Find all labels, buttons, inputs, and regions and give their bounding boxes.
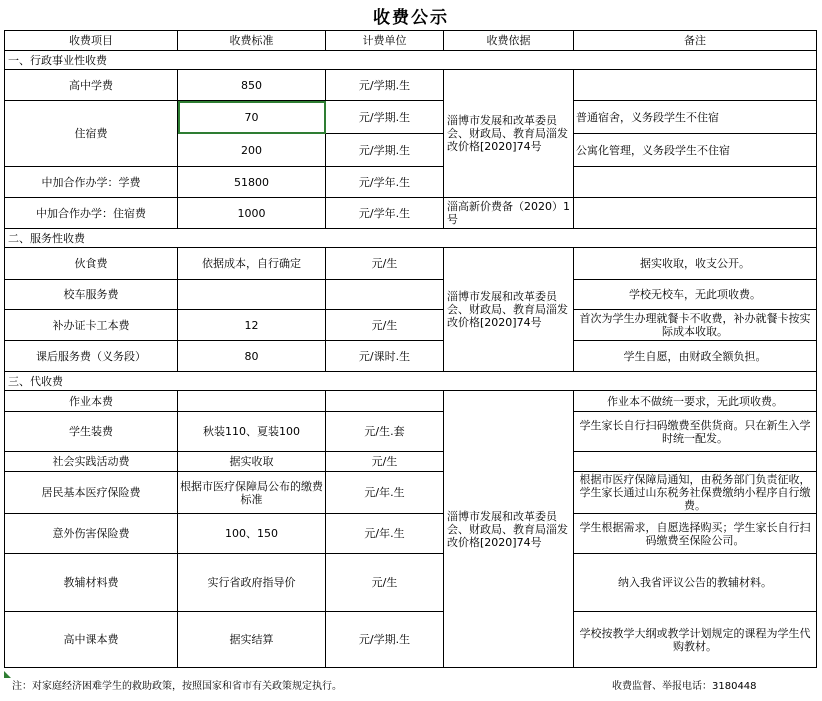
unit-cell[interactable]: 元/学期.生 xyxy=(326,134,444,167)
standard-cell[interactable]: 1000 xyxy=(178,198,326,229)
item-cell[interactable]: 校车服务费 xyxy=(5,280,178,310)
section-agency[interactable]: 三、代收费 xyxy=(5,372,817,391)
item-cell[interactable]: 中加合作办学：学费 xyxy=(5,167,178,198)
item-cell[interactable]: 学生装费 xyxy=(5,412,178,452)
unit-cell[interactable]: 元/课时.生 xyxy=(326,341,444,372)
table-row xyxy=(5,412,817,452)
table-row xyxy=(5,452,817,472)
unit-cell[interactable]: 元/学期.生 xyxy=(326,612,444,668)
section-row xyxy=(5,51,817,70)
table-row xyxy=(5,341,817,372)
unit-cell[interactable]: 元/学年.生 xyxy=(326,167,444,198)
header-standard[interactable]: 收费标准 xyxy=(178,31,326,51)
standard-cell[interactable]: 80 xyxy=(178,341,326,372)
remark-cell[interactable]: 纳入我省评议公告的教辅材料。 xyxy=(574,554,817,612)
section-row xyxy=(5,372,817,391)
remark-cell[interactable] xyxy=(574,452,817,472)
item-cell[interactable]: 高中课本费 xyxy=(5,612,178,668)
item-cell[interactable]: 高中学费 xyxy=(5,70,178,101)
remark-cell[interactable]: 学校无校车，无此项收费。 xyxy=(574,280,817,310)
table-row xyxy=(5,391,817,412)
unit-cell[interactable]: 元/学年.生 xyxy=(326,198,444,229)
header-item[interactable]: 收费项目 xyxy=(5,31,178,51)
table-row xyxy=(5,198,817,229)
header-remarks[interactable]: 备注 xyxy=(574,31,817,51)
remark-cell[interactable]: 首次为学生办理就餐卡不收费，补办就餐卡按实际成本收取。 xyxy=(574,310,817,341)
unit-cell[interactable]: 元/生 xyxy=(326,248,444,280)
remark-cell[interactable]: 学生家长自行扫码缴费至供货商。只在新生入学时统一配发。 xyxy=(574,412,817,452)
item-cell[interactable]: 居民基本医疗保险费 xyxy=(5,472,178,514)
table-row xyxy=(5,70,817,101)
standard-cell[interactable]: 据实结算 xyxy=(178,612,326,668)
table-row xyxy=(5,280,817,310)
table-row xyxy=(5,554,817,612)
remark-cell[interactable]: 学校按教学大纲或教学计划规定的课程为学生代购教材。 xyxy=(574,612,817,668)
unit-cell[interactable] xyxy=(326,391,444,412)
table-row xyxy=(5,101,817,134)
footer-hotline: 收费监督、举报电话：3180448 xyxy=(612,681,757,692)
remark-cell[interactable]: 据实收取，收支公开。 xyxy=(574,248,817,280)
remark-cell[interactable]: 公寓化管理，义务段学生不住宿 xyxy=(574,134,817,167)
remark-cell[interactable]: 学生根据需求，自愿选择购买；学生家长自行扫码缴费至保险公司。 xyxy=(574,514,817,554)
unit-cell[interactable]: 元/生 xyxy=(326,452,444,472)
unit-cell[interactable]: 元/生 xyxy=(326,554,444,612)
table-row xyxy=(5,167,817,198)
item-cell[interactable]: 教辅材料费 xyxy=(5,554,178,612)
unit-cell[interactable]: 元/学期.生 xyxy=(326,70,444,101)
standard-cell[interactable]: 据实收取 xyxy=(178,452,326,472)
item-cell[interactable]: 意外伤害保险费 xyxy=(5,514,178,554)
remark-cell[interactable]: 学生自愿，由财政全额负担。 xyxy=(574,341,817,372)
unit-cell[interactable]: 元/年.生 xyxy=(326,472,444,514)
cell-corner-marker xyxy=(4,671,11,678)
page-title: 收费公示 xyxy=(373,8,449,28)
table-row xyxy=(5,248,817,280)
standard-cell[interactable]: 秋装110、夏装100 xyxy=(178,412,326,452)
unit-cell[interactable]: 元/年.生 xyxy=(326,514,444,554)
table-row xyxy=(5,514,817,554)
header-basis[interactable]: 收费依据 xyxy=(444,31,574,51)
standard-cell-selected[interactable]: 70 xyxy=(178,101,326,134)
unit-cell[interactable]: 元/生 xyxy=(326,310,444,341)
section-service[interactable]: 二、服务性收费 xyxy=(5,229,817,248)
standard-cell[interactable]: 200 xyxy=(178,134,326,167)
standard-cell[interactable]: 依据成本，自行确定 xyxy=(178,248,326,280)
item-cell[interactable]: 课后服务费（义务段） xyxy=(5,341,178,372)
standard-cell[interactable]: 根据市医疗保障局公布的缴费标准 xyxy=(178,472,326,514)
item-cell[interactable]: 伙食费 xyxy=(5,248,178,280)
standard-cell[interactable]: 实行省政府指导价 xyxy=(178,554,326,612)
remark-cell[interactable]: 根据市医疗保障局通知，由税务部门负责征收，学生家长通过山东税务社保费缴纳小程序自行缴费。 xyxy=(574,472,817,514)
unit-cell[interactable] xyxy=(326,280,444,310)
standard-cell[interactable]: 51800 xyxy=(178,167,326,198)
remark-cell[interactable]: 普通宿舍，义务段学生不住宿 xyxy=(574,101,817,134)
footer-note: 注：对家庭经济困难学生的救助政策，按照国家和省市有关政策规定执行。 xyxy=(12,681,342,692)
header-row xyxy=(5,31,817,51)
fee-table xyxy=(4,30,817,668)
standard-cell[interactable] xyxy=(178,280,326,310)
remark-cell[interactable] xyxy=(574,70,817,101)
standard-cell[interactable]: 100、150 xyxy=(178,514,326,554)
basis-cell[interactable]: 淄博市发展和改革委员会、财政局、教育局淄发改价格[2020]74号 xyxy=(444,391,574,668)
item-cell[interactable]: 住宿费 xyxy=(5,101,178,167)
item-cell[interactable]: 中加合作办学：住宿费 xyxy=(5,198,178,229)
basis-cell[interactable]: 淄高新价费备（2020）1号 xyxy=(444,198,574,229)
item-cell[interactable]: 补办证卡工本费 xyxy=(5,310,178,341)
table-row xyxy=(5,310,817,341)
section-admin[interactable]: 一、行政事业性收费 xyxy=(5,51,817,70)
unit-cell[interactable]: 元/学期.生 xyxy=(326,101,444,134)
table-row xyxy=(5,612,817,668)
section-row xyxy=(5,229,817,248)
basis-cell[interactable]: 淄博市发展和改革委员会、财政局、教育局淄发改价格[2020]74号 xyxy=(444,248,574,372)
remark-cell[interactable] xyxy=(574,198,817,229)
standard-cell[interactable] xyxy=(178,391,326,412)
item-cell[interactable]: 社会实践活动费 xyxy=(5,452,178,472)
remark-cell[interactable]: 作业本不做统一要求，无此项收费。 xyxy=(574,391,817,412)
unit-cell[interactable]: 元/生.套 xyxy=(326,412,444,452)
standard-cell[interactable]: 850 xyxy=(178,70,326,101)
header-unit[interactable]: 计费单位 xyxy=(326,31,444,51)
basis-cell[interactable]: 淄博市发展和改革委员会、财政局、教育局淄发改价格[2020]74号 xyxy=(444,70,574,198)
standard-cell[interactable]: 12 xyxy=(178,310,326,341)
remark-cell[interactable] xyxy=(574,167,817,198)
item-cell[interactable]: 作业本费 xyxy=(5,391,178,412)
table-row xyxy=(5,472,817,514)
